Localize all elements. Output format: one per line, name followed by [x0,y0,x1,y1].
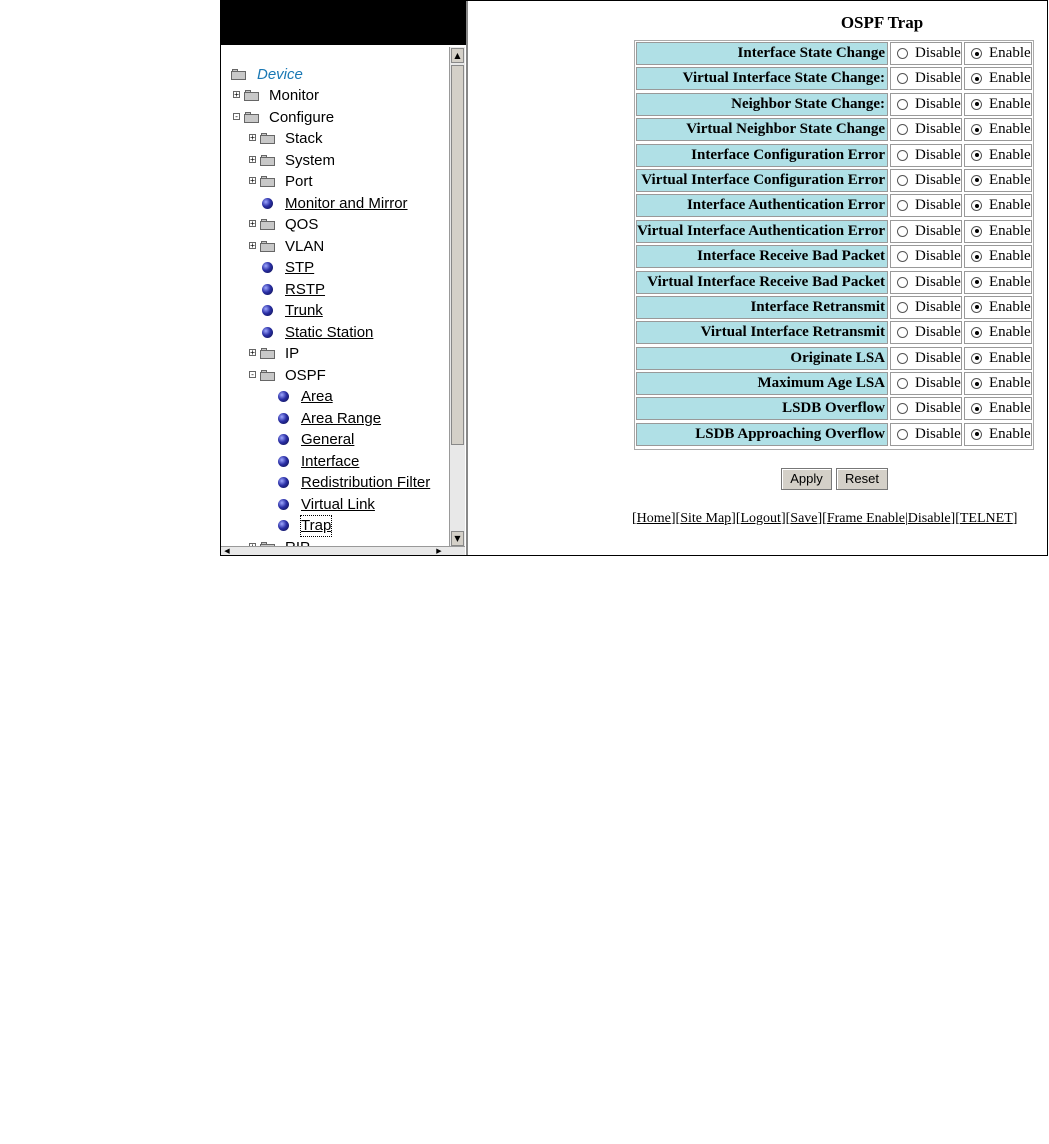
radio-label-disable: Disable [915,171,961,188]
footer-link-frame-disable[interactable]: Disable [907,511,951,526]
radio-unselected-icon[interactable] [897,302,908,313]
tree-link-rstp[interactable]: RSTP [285,281,326,298]
trap-row [636,194,1032,218]
collapse-minus-icon[interactable]: - [234,112,239,121]
tree-label-device[interactable]: Device [257,66,303,83]
radio-label-enable: Enable [989,222,1031,239]
trap-disable-option[interactable] [890,423,962,446]
trap-enable-option[interactable] [964,194,1032,217]
folder-icon [260,348,275,359]
radio-label-enable: Enable [989,248,1031,265]
trap-enable-option[interactable] [964,220,1032,243]
radio-unselected-icon[interactable] [897,150,908,161]
bullet-ball-icon [278,413,289,424]
trap-disable-option[interactable] [890,372,962,395]
expand-plus-icon[interactable]: + [250,348,255,357]
expand-plus-icon[interactable]: + [250,176,255,185]
radio-unselected-icon[interactable] [897,378,908,389]
radio-selected-icon[interactable] [971,200,982,211]
trap-disable-option[interactable] [890,67,962,90]
folder-icon [260,176,275,187]
trap-label: Virtual Neighbor State Change [636,118,888,141]
tree-label-configure[interactable]: Configure [269,109,335,126]
folder-icon [260,241,275,252]
radio-label-enable: Enable [989,349,1031,366]
open-folder-icon [244,112,259,123]
radio-label-disable: Disable [915,222,961,239]
folder-icon [260,133,275,144]
tree-label-ospf[interactable]: OSPF [285,367,326,384]
bullet-ball-icon [262,262,273,273]
tree-link-static-station[interactable]: Static Station [285,324,374,341]
radio-selected-icon[interactable] [971,124,982,135]
radio-unselected-icon[interactable] [897,251,908,262]
bullet-ball-icon [262,305,273,316]
radio-label-enable: Enable [989,197,1031,214]
trap-row [636,372,1032,396]
tree-label-ip[interactable]: IP [285,345,300,362]
trap-disable-option[interactable] [890,220,962,243]
radio-label-enable: Enable [989,298,1031,315]
tree-label-vlan[interactable]: VLAN [285,238,325,255]
expand-plus-icon[interactable]: + [250,219,255,228]
tree-link-trunk[interactable]: Trunk [285,302,323,319]
radio-selected-icon[interactable] [971,175,982,186]
trap-disable-option[interactable] [890,42,962,65]
nav-horizontal-scrollbar[interactable] [221,546,465,555]
tree-link-area[interactable]: Area [301,388,333,405]
radio-label-enable: Enable [989,70,1031,87]
radio-label-enable: Enable [989,425,1031,442]
trap-row [636,169,1032,193]
trap-disable-option[interactable] [890,397,962,420]
bullet-ball-icon [262,284,273,295]
trap-disable-option[interactable] [890,321,962,344]
expand-plus-icon[interactable]: + [250,155,255,164]
trap-row [636,220,1032,244]
radio-label-disable: Disable [915,298,961,315]
trap-disable-option[interactable] [890,118,962,141]
tree-link-interface[interactable]: Interface [301,453,360,470]
trap-label: Interface Retransmit [636,296,888,319]
trap-label: LSDB Approaching Overflow [636,423,888,446]
trap-disable-option[interactable] [890,169,962,192]
trap-enable-option[interactable] [964,42,1032,65]
trap-disable-option[interactable] [890,194,962,217]
trap-disable-option[interactable] [890,271,962,294]
footer-link-telnet[interactable]: TELNET [959,511,1013,526]
ospf-trap-table [634,40,1034,450]
radio-label-enable: Enable [989,121,1031,138]
radio-unselected-icon[interactable] [897,200,908,211]
trap-disable-option[interactable] [890,93,962,116]
trap-enable-option[interactable] [964,372,1032,395]
trap-row [636,144,1032,168]
page-title: OSPF Trap [840,13,924,32]
radio-label-disable: Disable [915,70,961,87]
trap-enable-option[interactable] [964,67,1032,90]
bullet-ball-icon [278,391,289,402]
radio-label-enable: Enable [989,375,1031,392]
radio-label-enable: Enable [989,324,1031,341]
radio-label-enable: Enable [989,95,1031,112]
open-folder-icon [231,69,246,80]
footer-link-save[interactable]: Save [790,511,818,526]
trap-enable-option[interactable] [964,271,1032,294]
radio-unselected-icon[interactable] [897,175,908,186]
expand-plus-icon[interactable]: + [250,133,255,142]
trap-enable-option[interactable] [964,347,1032,370]
radio-label-disable: Disable [915,146,961,163]
trap-disable-option[interactable] [890,144,962,167]
trap-disable-option[interactable] [890,347,962,370]
scroll-right-arrow-icon[interactable]: ▶ [436,547,442,555]
radio-unselected-icon[interactable] [897,403,908,414]
open-folder-icon [260,370,275,381]
trap-label: Virtual Interface Receive Bad Packet [636,271,888,294]
radio-label-enable: Enable [989,146,1031,163]
scroll-up-arrow-icon[interactable]: ▲ [451,48,464,63]
tree-link-trap-selected[interactable]: Trap [301,517,332,534]
navigation-frame [221,1,467,555]
expand-plus-icon[interactable]: + [234,90,239,99]
trap-label: Virtual Interface Retransmit [636,321,888,344]
radio-unselected-icon[interactable] [897,353,908,364]
browser-frameset [220,0,1048,556]
trap-label: Interface Authentication Error [636,194,888,217]
tree-label-qos[interactable]: QOS [285,216,319,233]
radio-label-enable: Enable [989,400,1031,417]
radio-label-disable: Disable [915,425,961,442]
trap-enable-option[interactable] [964,169,1032,192]
radio-label-disable: Disable [915,95,961,112]
trap-label: Interface State Change [636,42,888,65]
footer-link-frame-enable[interactable]: Frame Enable [826,511,905,526]
bullet-ball-icon [262,327,273,338]
radio-selected-icon[interactable] [971,226,982,237]
radio-label-disable: Disable [915,121,961,138]
bullet-ball-icon [278,456,289,467]
trap-row [636,245,1032,269]
radio-label-disable: Disable [915,45,961,61]
trap-row [636,93,1032,117]
bullet-ball-icon [278,434,289,445]
bullet-ball-icon [278,499,289,510]
trap-label: Virtual Interface Authentication Error [636,220,888,243]
radio-selected-icon[interactable] [971,251,982,262]
footer-link-home[interactable]: Home [636,511,671,526]
bullet-ball-icon [278,520,289,531]
bullet-ball-icon [262,198,273,209]
trap-disable-option[interactable] [890,296,962,319]
radio-selected-icon[interactable] [971,302,982,313]
trap-row [636,271,1032,295]
nav-header-banner [221,1,466,45]
tree-link-virtual-link[interactable]: Virtual Link [301,496,375,513]
trap-label: Virtual Interface Configuration Error [636,169,888,192]
tree-link-general[interactable]: General [301,431,355,448]
tree-label-port[interactable]: Port [285,173,313,190]
trap-label: LSDB Overflow [636,397,888,420]
folder-icon [260,219,275,230]
tree-label-system[interactable]: System [285,152,336,169]
folder-icon [244,90,259,101]
trap-row [636,347,1032,371]
radio-selected-icon[interactable] [971,73,982,84]
radio-unselected-icon[interactable] [897,124,908,135]
radio-selected-icon[interactable] [971,403,982,414]
radio-selected-icon[interactable] [971,378,982,389]
radio-label-disable: Disable [915,197,961,214]
nav-tree [221,47,449,547]
trap-row [636,42,1032,66]
radio-selected-icon[interactable] [971,429,982,440]
radio-label-disable: Disable [915,400,961,417]
radio-unselected-icon[interactable] [897,429,908,440]
trap-label: Interface Receive Bad Packet [636,245,888,268]
trap-row [636,397,1032,421]
trap-enable-option[interactable] [964,93,1032,116]
trap-row [636,321,1032,345]
trap-label: Virtual Interface State Change: [636,67,888,90]
radio-label-enable: Enable [989,171,1031,188]
trap-label: Maximum Age LSA [636,372,888,395]
trap-row [636,423,1032,447]
tree-label-monitor[interactable]: Monitor [269,87,320,104]
folder-icon [260,155,275,166]
trap-label: Originate LSA [636,347,888,370]
trap-row [636,296,1032,320]
radio-unselected-icon[interactable] [897,48,908,59]
radio-selected-icon[interactable] [971,277,982,288]
trap-enable-option[interactable] [964,118,1032,141]
radio-label-enable: Enable [989,273,1031,290]
radio-selected-icon[interactable] [971,48,982,59]
tree-link-stp[interactable]: STP [285,259,315,276]
tree-label-stack[interactable]: Stack [285,130,323,147]
collapse-minus-icon[interactable]: - [250,370,255,379]
trap-label: Interface Configuration Error [636,144,888,167]
radio-selected-icon[interactable] [971,327,982,338]
trap-row [636,67,1032,91]
radio-label-disable: Disable [915,248,961,265]
trap-enable-option[interactable] [964,397,1032,420]
trap-label: Neighbor State Change: [636,93,888,116]
content-frame [468,1,1048,555]
radio-unselected-icon[interactable] [897,327,908,338]
trap-enable-option[interactable] [964,321,1032,344]
scroll-down-arrow-icon[interactable]: ▼ [451,531,464,546]
expand-plus-icon[interactable]: + [250,241,255,250]
radio-label-disable: Disable [915,349,961,366]
radio-selected-icon[interactable] [971,99,982,110]
trap-disable-option[interactable] [890,245,962,268]
apply-button[interactable]: Apply [781,468,832,490]
scroll-left-arrow-icon[interactable]: ◀ [224,547,230,555]
tree-link-area-range[interactable]: Area Range [301,410,382,427]
trap-enable-option[interactable] [964,423,1032,446]
radio-selected-icon[interactable] [971,353,982,364]
scrollbar-thumb[interactable] [451,65,464,445]
nav-vertical-scrollbar[interactable] [449,47,465,547]
trap-enable-option[interactable] [964,296,1032,319]
radio-unselected-icon[interactable] [897,277,908,288]
radio-unselected-icon[interactable] [897,73,908,84]
tree-link-monitor-and-mirror[interactable]: Monitor and Mirror [285,195,408,212]
radio-selected-icon[interactable] [971,150,982,161]
footer-links: [Home][Site Map][Logout][Save][Frame Enable|Disable][TELNET] [632,511,1018,526]
trap-enable-option[interactable] [964,245,1032,268]
tree-link-redistribution-filter[interactable]: Redistribution Filter [301,474,431,491]
bullet-ball-icon [278,477,289,488]
footer-link-logout[interactable]: Logout [740,511,781,526]
radio-label-disable: Disable [915,324,961,341]
trap-enable-option[interactable] [964,144,1032,167]
radio-label-disable: Disable [915,375,961,392]
radio-unselected-icon[interactable] [897,99,908,110]
footer-link-site-map[interactable]: Site Map [680,511,732,526]
reset-button[interactable]: Reset [836,468,888,490]
radio-label-enable: Enable [989,45,1031,61]
radio-unselected-icon[interactable] [897,226,908,237]
trap-row [636,118,1032,142]
radio-label-disable: Disable [915,273,961,290]
